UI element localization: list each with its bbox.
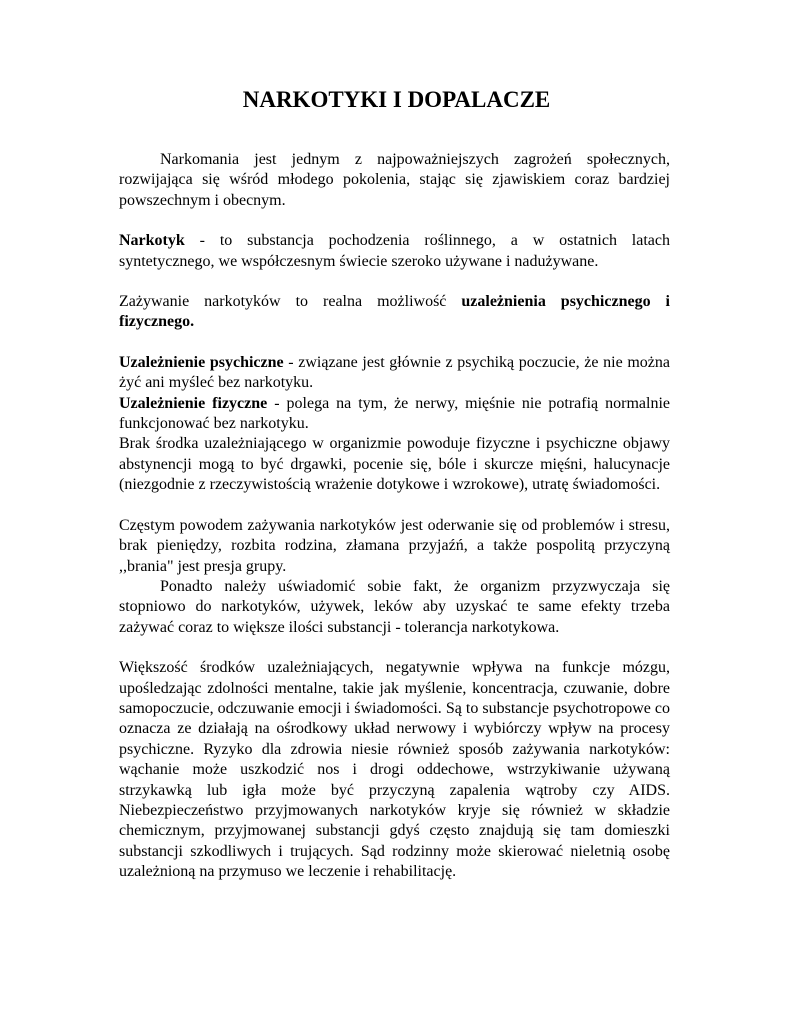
paragraph-brain-effects: Większość środków uzależniających, negatywnie wpływa na funkcje mózgu, upośledzając zdolności mentalne, takie jak myślenie, koncentracja, czuwanie, dobre samopoczucie, odczuwanie emocji i świadomości. Są to substancje psychotropowe co oznacza ze działają na ośrodkowy układ nerwowy i wybiórczy wpływ na procesy psychiczne. Ryzyko dla zdrowia niesie również sposób zażywania narkotyków: wąchanie może uszkodzić nos i drogi oddechowe, wstrzykiwanie używaną strzykawką lub igła może być przyczyną zapalenia wątroby czy AIDS. Niebezpieczeństwo przyjmowanych narkotyków kryje się również w składzie chemicznym, przyjmowanej substancji gdyś często znajdują się tam domieszki substancji szkodliwych i trujących. Sąd rodzinny może skierować nieletnią osobę uzależnioną na przymuso we leczenie i rehabilitację. [119, 659, 670, 881]
paragraph-causes: Częstym powodem zażywania narkotyków jest oderwanie się od problemów i stresu, brak pieniędzy, rozbita rodzina, złamana przyjaźń, a także pospolitą przyczyną ,,brania" jest presja grupy. [119, 516, 670, 575]
paragraph-narkotyk-definition [119, 231, 670, 272]
term-physical-dependence: Uzależnienie fizyczne [119, 394, 268, 412]
term-psychological-dependence: Uzależnienie psychiczne [119, 353, 284, 371]
definition-physical-dependence: - polega na tym, że nerwy, mięśnie nie potrafią normalnie funkcjonować bez narkotyku. [119, 394, 670, 433]
document-body [119, 150, 670, 883]
term-narkotyk: Narkotyk [119, 232, 185, 250]
paragraph-dependence [119, 292, 670, 333]
paragraph-psychological-dependence [119, 353, 670, 394]
dependence-emphasis: uzależnienia psychicznego i fizycznego. [119, 293, 670, 331]
definition-psychological-dependence: - związane jest głównie z psychiką poczucie, że nie można żyć ani myśleć bez narkotyku. [119, 353, 671, 392]
paragraph-intro: Narkomania jest jednym z najpoważniejszych zagrożeń społecznych, rozwijająca się wśród młodego pokolenia, stając się zjawiskiem coraz bardziej powszechnym i obecnym. [119, 151, 670, 209]
paragraph-physical-dependence [119, 394, 670, 435]
definition-narkotyk: - to substancja pochodzenia roślinnego, a w ostatnich latach syntetycznego, we współczesnym świecie szeroko używane i nadużywane. [119, 232, 670, 270]
document-title: NARKOTYKI I DOPALACZE [242, 87, 551, 112]
paragraph-tolerance: Ponadto należy uświadomić sobie fakt, że organizm przyzwyczaja się stopniowo do narkotyków, używek, leków aby uzyskać te same efekty trzeba zażywać coraz to większe ilości substancji - tolerancja narkotykowa. [119, 577, 670, 636]
paragraph-withdrawal: Brak środka uzależniającego w organizmie powoduje fizyczne i psychiczne objawy abstynencji mogą to być drgawki, pocenie się, bóle i skurcze mięśni, halucynacje (niezgodnie z rzeczywistością wrażenie dotykowe i wzrokowe), utratę świadomości. [119, 435, 670, 494]
dependence-text: Zażywanie narkotyków to realna możliwość [119, 293, 462, 311]
